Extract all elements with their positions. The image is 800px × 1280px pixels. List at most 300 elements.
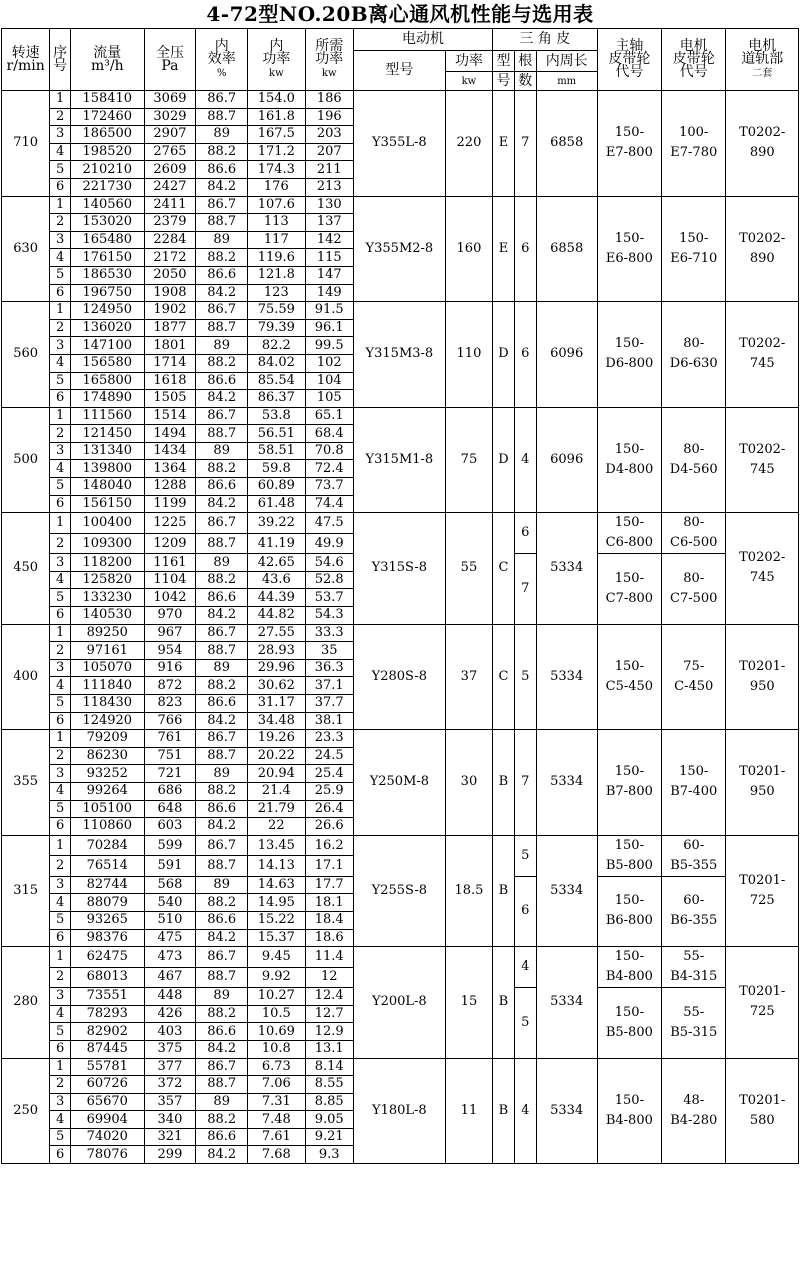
motor-pulley-cell	[662, 730, 726, 836]
header-motor-pulley: 电机 皮带轮 代号	[662, 29, 726, 91]
cell-code: 150- B5-800	[605, 837, 653, 873]
seq-cell: 6	[50, 284, 71, 302]
seq-cell: 6	[50, 818, 71, 836]
table-row	[2, 407, 799, 425]
pressure-cell: 1801	[144, 337, 196, 355]
pressure-cell: 372	[144, 1076, 196, 1094]
pressure-cell: 426	[144, 1005, 196, 1023]
cell-code: 150- B5-800	[605, 1004, 653, 1040]
required-power-cell: 18.4	[305, 911, 353, 929]
efficiency-cell: 88.7	[196, 747, 248, 765]
speed-cell: 315	[2, 835, 50, 946]
header-belt-count: 根	[514, 51, 536, 72]
required-power-cell: 26.4	[305, 800, 353, 818]
inner-power-cell: 53.8	[248, 407, 306, 425]
motor-rail-cell	[726, 302, 799, 408]
seq-cell: 6	[50, 607, 71, 625]
flow-cell: 124950	[70, 302, 144, 320]
pressure-cell: 2765	[144, 143, 196, 161]
inner-power-cell: 61.48	[248, 495, 306, 513]
pressure-cell: 766	[144, 712, 196, 730]
flow-cell: 136020	[70, 319, 144, 337]
page-title: 4-72型NO.20B离心通风机性能与选用表	[206, 2, 594, 26]
efficiency-cell: 86.7	[196, 91, 248, 109]
flow-cell: 105070	[70, 659, 144, 677]
inner-power-cell: 30.62	[248, 677, 306, 695]
motor-pulley-cell	[662, 1058, 726, 1164]
spindle-pulley-cell	[597, 302, 661, 408]
seq-cell: 5	[50, 1023, 71, 1041]
efficiency-cell: 84.2	[196, 284, 248, 302]
efficiency-cell: 84.2	[196, 390, 248, 408]
flow-cell: 153020	[70, 214, 144, 232]
pressure-cell: 967	[144, 624, 196, 642]
speed-cell: 355	[2, 730, 50, 836]
required-power-cell: 12	[305, 967, 353, 988]
motor-pulley-cell	[662, 835, 726, 876]
flow-cell: 62475	[70, 947, 144, 968]
inner-power-cell: 39.22	[248, 513, 306, 534]
inner-power-cell: 43.6	[248, 571, 306, 589]
belt-type-cell: B	[493, 947, 515, 1058]
inner-power-cell: 123	[248, 284, 306, 302]
header-motor-model: 型号	[353, 51, 445, 91]
flow-cell: 111560	[70, 407, 144, 425]
cell-code: 150- C7-800	[605, 570, 654, 606]
motor-pulley-cell	[662, 988, 726, 1058]
spindle-pulley-cell	[597, 513, 661, 554]
seq-cell: 3	[50, 988, 71, 1006]
cell-code: 80- D4-560	[669, 441, 718, 477]
cell-code: 60- B6-355	[670, 893, 718, 929]
efficiency-cell: 88.7	[196, 533, 248, 554]
speed-cell: 710	[2, 91, 50, 197]
header-motor-power-unit: kw	[445, 72, 492, 91]
seq-cell: 3	[50, 1093, 71, 1111]
flow-cell: 82902	[70, 1023, 144, 1041]
seq-cell: 2	[50, 533, 71, 554]
cell-code: T0201- 580	[739, 1092, 786, 1128]
inner-power-cell: 14.63	[248, 876, 306, 894]
required-power-cell: 18.6	[305, 929, 353, 947]
cell-code: T0202- 890	[739, 125, 786, 161]
pressure-cell: 510	[144, 911, 196, 929]
table-row	[2, 730, 799, 748]
cell-code: T0201- 725	[739, 984, 786, 1020]
flow-cell: 156150	[70, 495, 144, 513]
belt-count-cell: 7	[514, 554, 536, 624]
efficiency-cell: 86.6	[196, 266, 248, 284]
efficiency-cell: 84.2	[196, 1146, 248, 1164]
inner-power-cell: 29.96	[248, 659, 306, 677]
flow-cell: 73551	[70, 988, 144, 1006]
inner-power-cell: 31.17	[248, 695, 306, 713]
pressure-cell: 721	[144, 765, 196, 783]
seq-cell: 6	[50, 1040, 71, 1058]
required-power-cell: 105	[305, 390, 353, 408]
pressure-cell: 1618	[144, 372, 196, 390]
motor-power-cell: 15	[445, 947, 492, 1058]
required-power-cell: 68.4	[305, 425, 353, 443]
efficiency-cell: 88.2	[196, 354, 248, 372]
efficiency-cell: 88.7	[196, 214, 248, 232]
efficiency-cell: 89	[196, 554, 248, 572]
belt-count-cell: 4	[514, 407, 536, 513]
pressure-cell: 357	[144, 1093, 196, 1111]
inner-power-cell: 41.19	[248, 533, 306, 554]
efficiency-cell: 86.7	[196, 302, 248, 320]
required-power-cell: 8.14	[305, 1058, 353, 1076]
motor-pulley-cell	[662, 91, 726, 197]
header-belt: 三 角 皮	[493, 29, 598, 51]
flow-cell: 111840	[70, 677, 144, 695]
pressure-cell: 1199	[144, 495, 196, 513]
seq-cell: 2	[50, 856, 71, 877]
efficiency-cell: 86.6	[196, 372, 248, 390]
required-power-cell: 12.9	[305, 1023, 353, 1041]
motor-rail-cell	[726, 835, 799, 946]
spindle-pulley-cell	[597, 947, 661, 988]
header-motor: 电动机	[353, 29, 492, 51]
motor-pulley-cell	[662, 407, 726, 513]
inner-power-cell: 7.61	[248, 1128, 306, 1146]
efficiency-cell: 86.6	[196, 1128, 248, 1146]
inner-power-cell: 107.6	[248, 196, 306, 214]
seq-cell: 1	[50, 302, 71, 320]
belt-type-cell: B	[493, 730, 515, 836]
motor-model-cell: Y200L-8	[353, 947, 445, 1058]
inner-power-cell: 161.8	[248, 108, 306, 126]
pressure-cell: 591	[144, 856, 196, 877]
seq-cell: 1	[50, 730, 71, 748]
motor-power-cell: 220	[445, 91, 492, 197]
pressure-cell: 2427	[144, 178, 196, 196]
seq-cell: 5	[50, 1128, 71, 1146]
cell-code: 150- C5-450	[605, 658, 654, 694]
required-power-cell: 149	[305, 284, 353, 302]
inner-power-cell: 171.2	[248, 143, 306, 161]
header-motor-rail: 电机 道轨部 二套	[726, 29, 799, 91]
required-power-cell: 65.1	[305, 407, 353, 425]
seq-cell: 5	[50, 372, 71, 390]
pressure-cell: 2050	[144, 266, 196, 284]
header-required-power: 所需 功率 kw	[305, 29, 353, 91]
pressure-cell: 686	[144, 782, 196, 800]
motor-rail-cell	[726, 624, 799, 730]
inner-power-cell: 42.65	[248, 554, 306, 572]
seq-cell: 5	[50, 161, 71, 179]
inner-power-cell: 7.68	[248, 1146, 306, 1164]
seq-cell: 4	[50, 1111, 71, 1129]
cell-code: T0201- 950	[739, 658, 786, 694]
flow-cell: 172460	[70, 108, 144, 126]
speed-cell: 500	[2, 407, 50, 513]
required-power-cell: 186	[305, 91, 353, 109]
motor-rail-cell	[726, 1058, 799, 1164]
required-power-cell: 18.1	[305, 894, 353, 912]
motor-model-cell: Y315M3-8	[353, 302, 445, 408]
efficiency-cell: 84.2	[196, 607, 248, 625]
cell-code: 150- E7-800	[605, 125, 653, 161]
flow-cell: 93265	[70, 911, 144, 929]
required-power-cell: 196	[305, 108, 353, 126]
belt-type-cell: D	[493, 407, 515, 513]
required-power-cell: 8.85	[305, 1093, 353, 1111]
motor-pulley-cell	[662, 554, 726, 624]
spindle-pulley-cell	[597, 1058, 661, 1164]
required-power-cell: 25.9	[305, 782, 353, 800]
efficiency-cell: 88.7	[196, 856, 248, 877]
pressure-cell: 448	[144, 988, 196, 1006]
flow-cell: 221730	[70, 178, 144, 196]
flow-cell: 79209	[70, 730, 144, 748]
motor-power-cell: 11	[445, 1058, 492, 1164]
inner-power-cell: 44.82	[248, 607, 306, 625]
cell-code: 150- B7-800	[605, 764, 653, 800]
cell-code: T0202- 745	[739, 441, 786, 477]
belt-count-cell: 5	[514, 624, 536, 730]
belt-type-cell: D	[493, 302, 515, 408]
required-power-cell: 24.5	[305, 747, 353, 765]
seq-cell: 2	[50, 108, 71, 126]
efficiency-cell: 88.2	[196, 782, 248, 800]
required-power-cell: 73.7	[305, 478, 353, 496]
efficiency-cell: 88.2	[196, 1005, 248, 1023]
header-flow: 流量 m³/h	[70, 29, 144, 91]
belt-length-cell: 5334	[536, 835, 597, 946]
efficiency-cell: 88.2	[196, 249, 248, 267]
belt-length-cell: 5334	[536, 1058, 597, 1164]
flow-cell: 74020	[70, 1128, 144, 1146]
header-belt-type-unit: 号	[493, 72, 515, 91]
seq-cell: 1	[50, 513, 71, 534]
speed-cell: 280	[2, 947, 50, 1058]
efficiency-cell: 86.6	[196, 1023, 248, 1041]
inner-power-cell: 13.45	[248, 835, 306, 856]
spindle-pulley-cell	[597, 407, 661, 513]
belt-count-cell: 5	[514, 835, 536, 876]
efficiency-cell: 86.6	[196, 478, 248, 496]
inner-power-cell: 85.54	[248, 372, 306, 390]
cell-code: T0202- 745	[739, 550, 786, 586]
efficiency-cell: 86.7	[196, 407, 248, 425]
inner-power-cell: 121.8	[248, 266, 306, 284]
required-power-cell: 91.5	[305, 302, 353, 320]
cell-code: 150- B6-800	[605, 893, 653, 929]
pressure-cell: 872	[144, 677, 196, 695]
flow-cell: 65670	[70, 1093, 144, 1111]
seq-cell: 1	[50, 947, 71, 968]
inner-power-cell: 154.0	[248, 91, 306, 109]
efficiency-cell: 84.2	[196, 1040, 248, 1058]
speed-cell: 630	[2, 196, 50, 302]
cell-code: 150- B7-400	[670, 764, 718, 800]
motor-pulley-cell	[662, 947, 726, 988]
cell-code: 80- C7-500	[670, 570, 718, 606]
required-power-cell: 74.4	[305, 495, 353, 513]
belt-length-cell: 6096	[536, 407, 597, 513]
header-speed: 转速 r/min	[2, 29, 50, 91]
spindle-pulley-cell	[597, 835, 661, 876]
belt-type-cell: E	[493, 91, 515, 197]
table-row	[2, 835, 799, 856]
table-body	[2, 91, 799, 1164]
required-power-cell: 203	[305, 126, 353, 144]
motor-model-cell: Y355L-8	[353, 91, 445, 197]
flow-cell: 125820	[70, 571, 144, 589]
efficiency-cell: 88.7	[196, 319, 248, 337]
seq-cell: 6	[50, 495, 71, 513]
flow-cell: 165800	[70, 372, 144, 390]
required-power-cell: 12.4	[305, 988, 353, 1006]
pressure-cell: 2172	[144, 249, 196, 267]
pressure-cell: 603	[144, 818, 196, 836]
seq-cell: 6	[50, 178, 71, 196]
efficiency-cell: 88.2	[196, 143, 248, 161]
pressure-cell: 1514	[144, 407, 196, 425]
flow-cell: 139800	[70, 460, 144, 478]
required-power-cell: 9.21	[305, 1128, 353, 1146]
seq-cell: 2	[50, 1076, 71, 1094]
required-power-cell: 25.4	[305, 765, 353, 783]
pressure-cell: 1494	[144, 425, 196, 443]
efficiency-cell: 88.2	[196, 1111, 248, 1129]
pressure-cell: 1902	[144, 302, 196, 320]
efficiency-cell: 86.6	[196, 911, 248, 929]
spindle-pulley-cell	[597, 988, 661, 1058]
motor-rail-cell	[726, 196, 799, 302]
motor-power-cell: 110	[445, 302, 492, 408]
efficiency-cell: 89	[196, 337, 248, 355]
motor-power-cell: 55	[445, 513, 492, 624]
performance-table	[1, 28, 799, 1164]
belt-type-cell: E	[493, 196, 515, 302]
required-power-cell: 99.5	[305, 337, 353, 355]
cell-code: 48- B4-280	[670, 1092, 718, 1128]
flow-cell: 88079	[70, 894, 144, 912]
speed-cell: 450	[2, 513, 50, 624]
speed-cell: 250	[2, 1058, 50, 1164]
required-power-cell: 49.9	[305, 533, 353, 554]
seq-cell: 4	[50, 249, 71, 267]
seq-cell: 2	[50, 319, 71, 337]
efficiency-cell: 88.7	[196, 1076, 248, 1094]
inner-power-cell: 56.51	[248, 425, 306, 443]
seq-cell: 5	[50, 589, 71, 607]
table-row	[2, 302, 799, 320]
efficiency-cell: 88.2	[196, 460, 248, 478]
pressure-cell: 761	[144, 730, 196, 748]
flow-cell: 186500	[70, 126, 144, 144]
header-spindle-pulley: 主轴 皮带轮 代号	[597, 29, 661, 91]
pressure-cell: 540	[144, 894, 196, 912]
seq-cell: 2	[50, 425, 71, 443]
pressure-cell: 475	[144, 929, 196, 947]
inner-power-cell: 7.31	[248, 1093, 306, 1111]
flow-cell: 93252	[70, 765, 144, 783]
efficiency-cell: 89	[196, 988, 248, 1006]
efficiency-cell: 89	[196, 765, 248, 783]
belt-length-cell: 6858	[536, 196, 597, 302]
seq-cell: 4	[50, 354, 71, 372]
pressure-cell: 2609	[144, 161, 196, 179]
pressure-cell: 2411	[144, 196, 196, 214]
motor-model-cell: Y315S-8	[353, 513, 445, 624]
inner-power-cell: 9.92	[248, 967, 306, 988]
flow-cell: 100400	[70, 513, 144, 534]
required-power-cell: 54.3	[305, 607, 353, 625]
required-power-cell: 37.1	[305, 677, 353, 695]
seq-cell: 3	[50, 765, 71, 783]
flow-cell: 60726	[70, 1076, 144, 1094]
pressure-cell: 2284	[144, 231, 196, 249]
flow-cell: 87445	[70, 1040, 144, 1058]
pressure-cell: 3029	[144, 108, 196, 126]
efficiency-cell: 86.7	[196, 196, 248, 214]
flow-cell: 98376	[70, 929, 144, 947]
efficiency-cell: 89	[196, 876, 248, 894]
inner-power-cell: 15.37	[248, 929, 306, 947]
flow-cell: 196750	[70, 284, 144, 302]
seq-cell: 6	[50, 1146, 71, 1164]
flow-cell: 165480	[70, 231, 144, 249]
header-seq: 序 号	[50, 29, 71, 91]
flow-cell: 78076	[70, 1146, 144, 1164]
pressure-cell: 1042	[144, 589, 196, 607]
inner-power-cell: 86.37	[248, 390, 306, 408]
inner-power-cell: 20.22	[248, 747, 306, 765]
inner-power-cell: 34.48	[248, 712, 306, 730]
header-inner-power: 内 功率 kw	[248, 29, 306, 91]
header-motor-power: 功率	[445, 51, 492, 72]
flow-cell: 105100	[70, 800, 144, 818]
seq-cell: 1	[50, 196, 71, 214]
inner-power-cell: 82.2	[248, 337, 306, 355]
motor-pulley-cell	[662, 876, 726, 946]
required-power-cell: 38.1	[305, 712, 353, 730]
motor-model-cell: Y250M-8	[353, 730, 445, 836]
required-power-cell: 11.4	[305, 947, 353, 968]
required-power-cell: 23.3	[305, 730, 353, 748]
seq-cell: 3	[50, 231, 71, 249]
motor-pulley-cell	[662, 624, 726, 730]
spindle-pulley-cell	[597, 554, 661, 624]
flow-cell: 158410	[70, 91, 144, 109]
motor-power-cell: 75	[445, 407, 492, 513]
seq-cell: 5	[50, 911, 71, 929]
efficiency-cell: 88.2	[196, 571, 248, 589]
pressure-cell: 1104	[144, 571, 196, 589]
seq-cell: 4	[50, 143, 71, 161]
flow-cell: 110860	[70, 818, 144, 836]
seq-cell: 1	[50, 91, 71, 109]
pressure-cell: 403	[144, 1023, 196, 1041]
required-power-cell: 130	[305, 196, 353, 214]
belt-type-cell: B	[493, 1058, 515, 1164]
table-row	[2, 91, 799, 109]
belt-length-cell: 5334	[536, 624, 597, 730]
motor-power-cell: 18.5	[445, 835, 492, 946]
cell-code: 150- E6-800	[605, 230, 653, 266]
required-power-cell: 102	[305, 354, 353, 372]
efficiency-cell: 88.2	[196, 677, 248, 695]
seq-cell: 3	[50, 337, 71, 355]
required-power-cell: 37.7	[305, 695, 353, 713]
pressure-cell: 3069	[144, 91, 196, 109]
flow-cell: 210210	[70, 161, 144, 179]
pressure-cell: 1908	[144, 284, 196, 302]
belt-count-cell: 6	[514, 196, 536, 302]
